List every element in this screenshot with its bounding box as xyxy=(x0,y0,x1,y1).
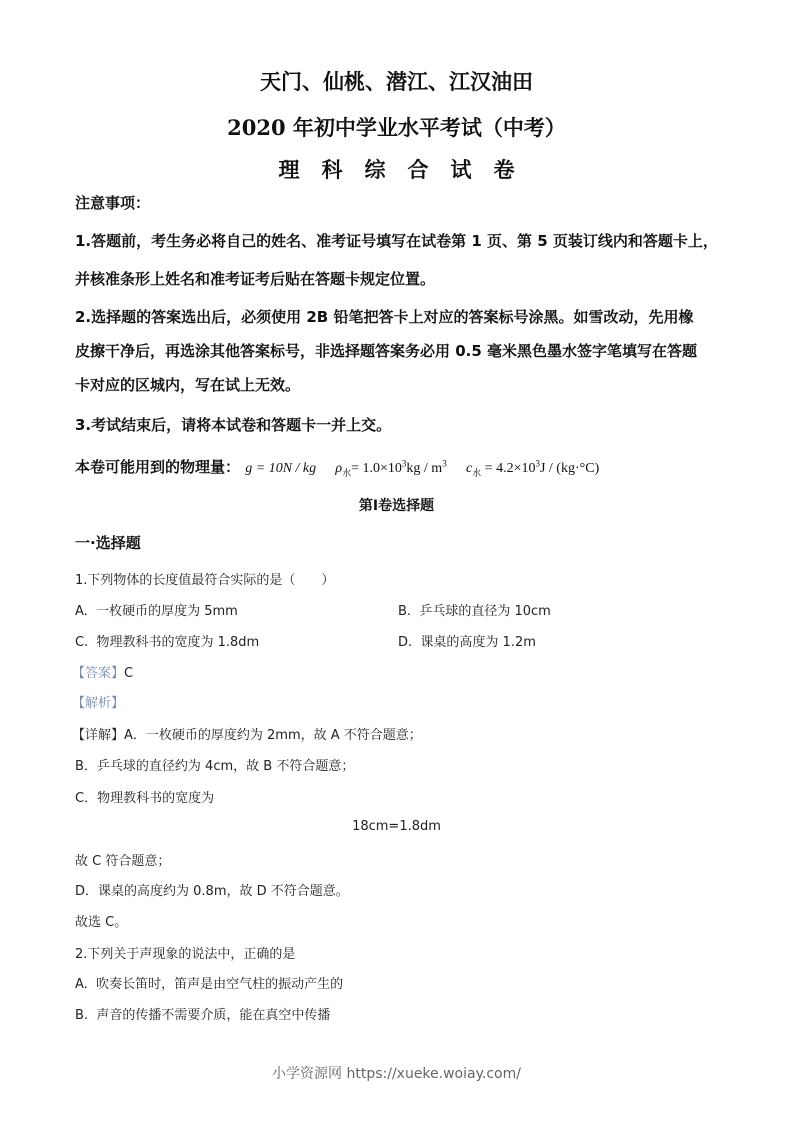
notice-item-2-line-2: 皮擦干净后，再选涂其他答案标号，非选择题答案务必用 0.5 毫米黑色墨水签字笔填写在答题 xyxy=(75,342,698,360)
detail-line-5: 故 C 符合题意； xyxy=(75,854,171,869)
physical-constants-line xyxy=(75,456,599,479)
detail-line-2: B．乒乓球的直径约为 4cm，故 B 不符合题意； xyxy=(75,759,355,774)
question-2-stem: 2.下列关于声现象的说法中，正确的是 xyxy=(75,947,296,962)
detail-equation: 18cm=1.8dm xyxy=(352,819,441,834)
constant-g: g = 10N / kg xyxy=(245,461,317,476)
answer-value: C xyxy=(124,666,134,681)
detail-label: 【详解】 xyxy=(72,728,125,743)
notice-heading: 注意事项： xyxy=(75,194,151,212)
question-2-option-b: B. 声音的传播不需要介质，能在真空中传播 xyxy=(75,1008,331,1023)
title-line-2: 2020 年初中学业水平考试（中考） xyxy=(227,115,566,140)
volume-title: 第Ⅰ卷选择题 xyxy=(358,498,435,514)
title-line-1: 天门、仙桃、潜江、江汉油田 xyxy=(260,69,533,94)
analysis-label: 【解析】 xyxy=(72,696,125,711)
detail-line-6: D．课桌的高度约为 0.8m，故 D 不符合题意。 xyxy=(75,884,349,899)
question-1-stem: 1.下列物体的长度值最符合实际的是（ ） xyxy=(75,573,335,588)
answer-label: 【答案】 xyxy=(72,666,125,681)
notice-item-2-line-3: 卡对应的区城内，写在试上无效。 xyxy=(75,376,301,394)
question-1-option-d: D. 课桌的高度为 1.2m xyxy=(398,635,536,650)
part-title: 一·选择题 xyxy=(75,534,141,552)
notice-item-1-line-2: 并核准条形上姓名和准考证考后贴在答题卡规定位置。 xyxy=(75,270,436,288)
notice-item-3: 3.考试结束后，请将本试卷和答题卡一并上交。 xyxy=(75,416,392,434)
question-1-option-a: A. 一枚硬币的厚度为 5mm xyxy=(75,604,238,619)
detail-conclusion: 故选 C。 xyxy=(75,915,128,930)
constant-rho-water: $\rho_水= 1.0\times 10^3kg / m^3$ xyxy=(335,458,447,478)
notice-item-1-line-1: 1.答题前，考生务必将自己的姓名、准考证号填写在试卷第 1 页、第 5 页装订线内和答题卡上， xyxy=(75,232,718,250)
notice-item-2-line-1: 2.选择题的答案选出后，必须使用 2B 铅笔把答卡上对应的答案标号涂黑。如雪改动，先用橡 xyxy=(75,308,694,326)
question-1-option-b: B. 乒乓球的直径为 10cm xyxy=(398,604,551,619)
footer-watermark: 小学资源网 https://xueke.woiay.com/ xyxy=(272,1066,521,1082)
detail-line-3: C．物理教科书的宽度为 xyxy=(75,791,215,806)
detail-line-1: 【详解】A．一枚硬币的厚度约为 2mm，故 A 不符合题意； xyxy=(72,728,422,743)
constants-label: 本卷可能用到的物理量： xyxy=(75,458,241,476)
title-line-3: 理科综合试卷 xyxy=(278,157,537,182)
question-2-option-a: A. 吹奏长笛时，笛声是由空气柱的振动产生的 xyxy=(75,977,344,992)
answer-line xyxy=(72,662,133,681)
question-1-option-c: C. 物理教科书的宽度为 1.8dm xyxy=(75,635,260,650)
constant-c-water: $c_水 = 4.2\times 10^3J / (kg\cdot^\circ C)$ xyxy=(465,458,600,478)
